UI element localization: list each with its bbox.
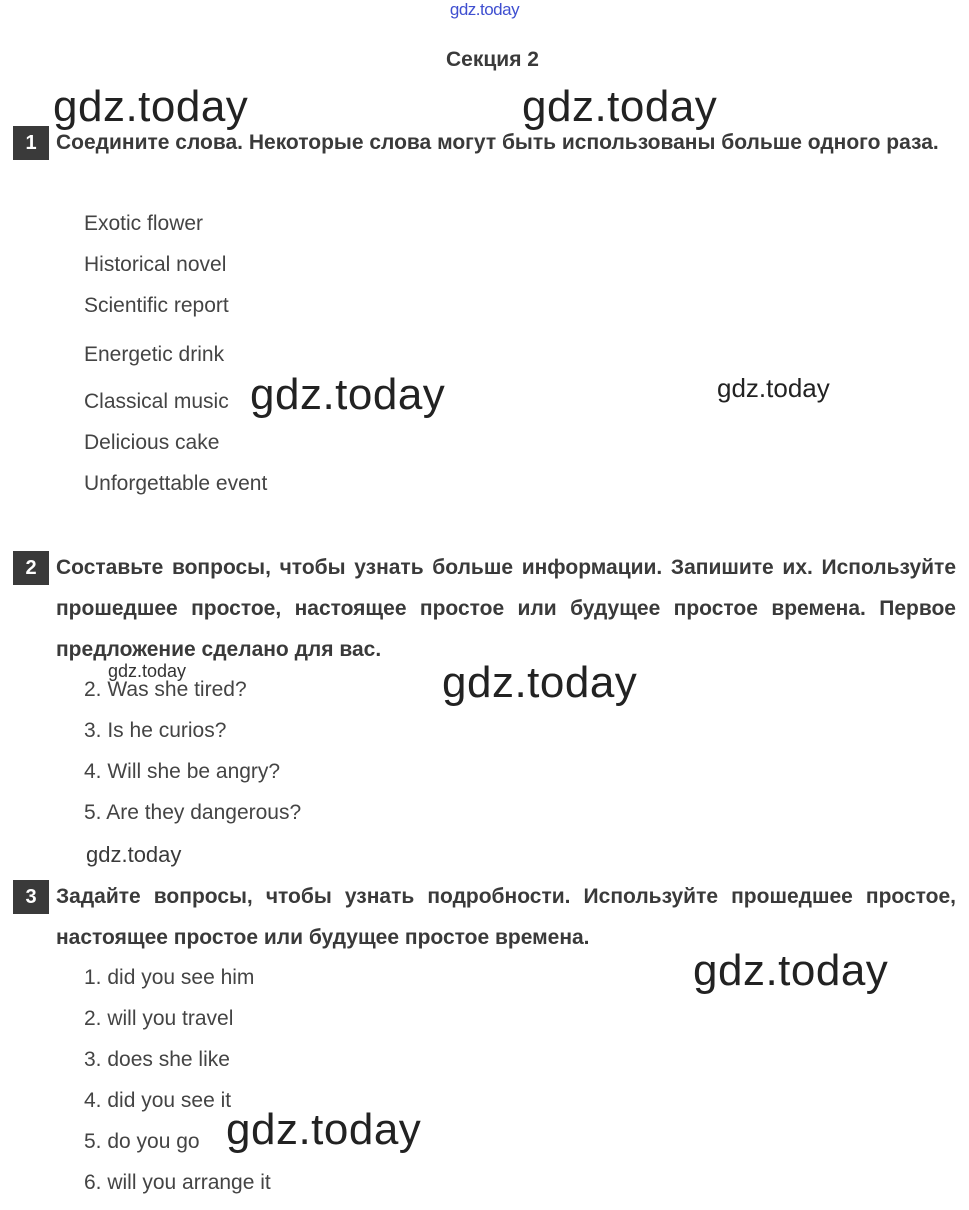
exercise-1-instruction: Соедините слова. Некоторые слова могут быть использованы больше одного раза.: [56, 131, 939, 154]
watermark: gdz.today: [226, 1105, 422, 1154]
exercise-3-item: 5. do you go: [84, 1130, 200, 1153]
exercise-2-number: 2: [13, 551, 49, 585]
exercise-1-number: 1: [13, 126, 49, 160]
watermark: gdz.today: [108, 661, 187, 681]
exercise-1-item: Historical novel: [84, 253, 227, 276]
exercise-3-item: 2. will you travel: [84, 1007, 234, 1030]
exercise-2-item: 3. Is he curios?: [84, 719, 227, 742]
exercise-2-item: 4. Will she be angry?: [84, 760, 281, 783]
watermark: gdz.today: [693, 946, 889, 995]
exercise-1-item: Exotic flower: [84, 212, 204, 235]
exercise-2-instruction: Составьте вопросы, чтобы узнать больше информации. Запишите их. Используйте прошедшее простое, настоящее простое или будущее простое времена. Первое предложение сделано для вас.: [56, 556, 956, 661]
exercise-1-item: Unforgettable event: [84, 472, 268, 495]
exercise-3-number: 3: [13, 880, 49, 914]
watermark: gdz.today: [717, 373, 830, 403]
exercise-1-item: Delicious cake: [84, 431, 220, 454]
exercise-3-instruction: Задайте вопросы, чтобы узнать подробности. Используйте прошедшее простое, настоящее простое или будущее простое времена.: [56, 885, 956, 949]
exercise-3-item: 1. did you see him: [84, 966, 255, 989]
exercise-3-item: 4. did you see it: [84, 1089, 232, 1112]
exercise-1-item: Scientific report: [84, 294, 229, 317]
watermark: gdz.today: [442, 658, 638, 707]
exercise-1-item: Classical music: [84, 390, 229, 413]
exercise-3-item: 3. does she like: [84, 1048, 230, 1071]
exercise-3-item: 6. will you arrange it: [84, 1171, 271, 1194]
watermark: gdz.today: [250, 370, 446, 419]
section-title: Секция 2: [446, 48, 539, 71]
watermark: gdz.today: [86, 842, 182, 867]
exercise-2-item: 5. Are they dangerous?: [84, 801, 302, 824]
watermark: gdz.today: [53, 82, 249, 131]
top-watermark: gdz.today: [449, 0, 520, 19]
exercise-1-item: Energetic drink: [84, 343, 225, 366]
watermark: gdz.today: [522, 82, 718, 131]
exercise-2-item: 2. Was she tired?: [84, 678, 247, 701]
